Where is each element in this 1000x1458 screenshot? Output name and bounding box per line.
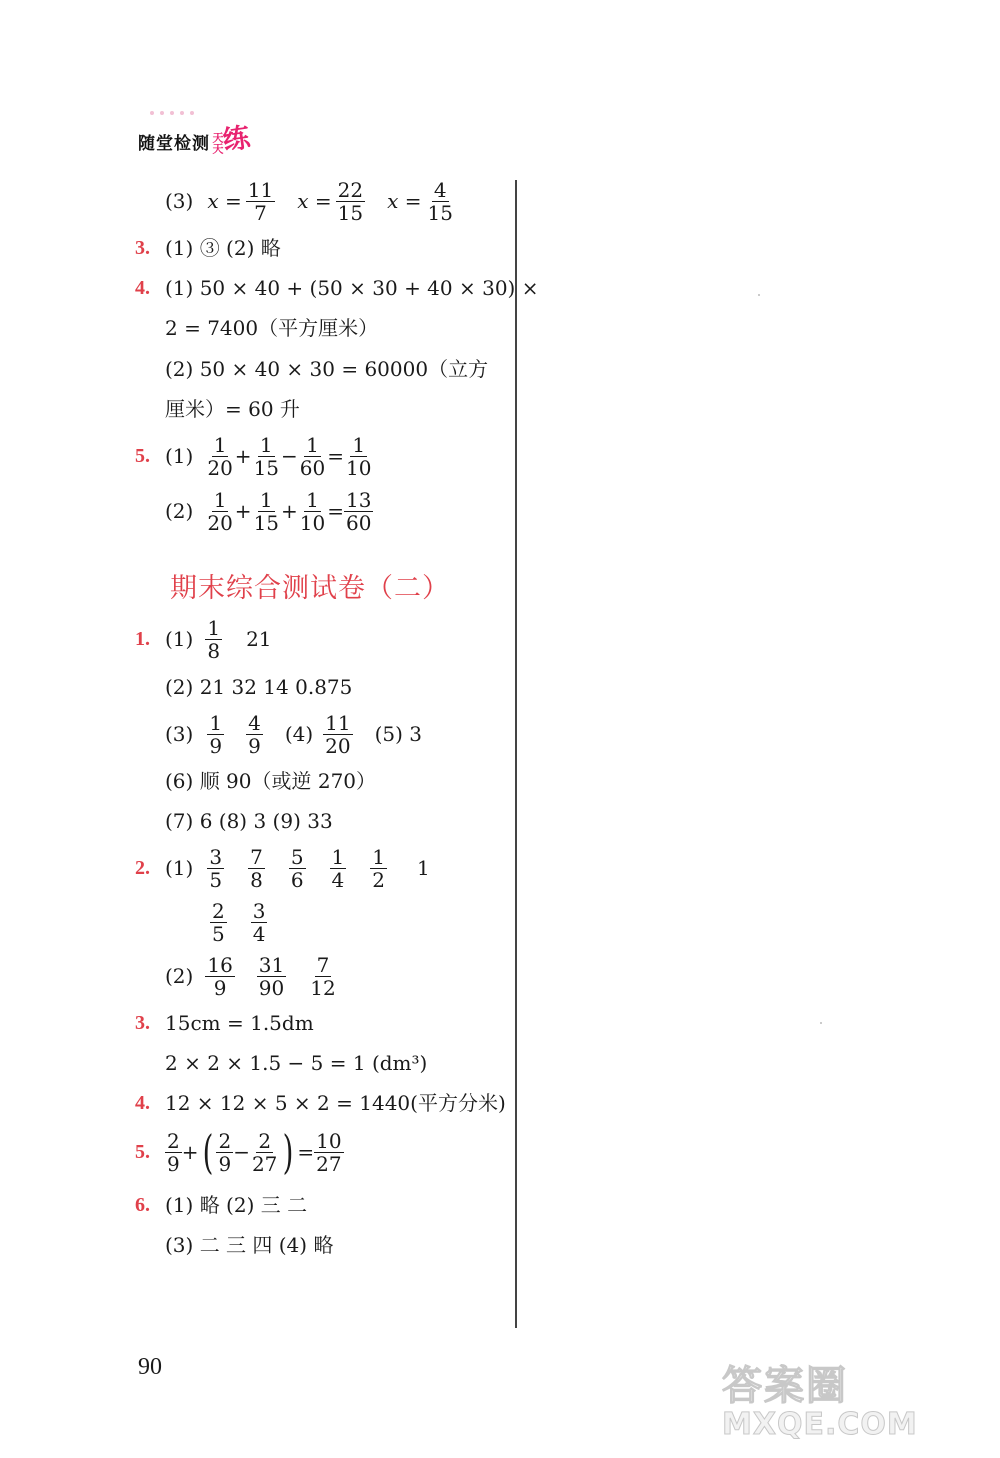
answer-line: (3) $\frac{1}{9}$ $\frac{4}{9}$ (4) $\frac{11}{20}$ (5) 3 [165, 710, 423, 758]
fraction: $\frac{1}{15}$ [253, 432, 280, 480]
fraction: $\frac{4}{15}$ [427, 177, 453, 225]
fraction: $\frac{4}{9}$ [248, 710, 261, 758]
answer-line: 3. 15cm = 1.5dm [135, 1011, 314, 1035]
answer-line: (6) 顺 90（或逆 270） [165, 769, 377, 793]
question-number: 4. [135, 1092, 150, 1114]
page-number: 90 [138, 1354, 162, 1380]
watermark-main: 答案圈 [722, 1363, 848, 1409]
fraction: $\frac{1}{60}$ [299, 432, 326, 480]
fraction: $\frac{2}{27}$ [251, 1128, 278, 1176]
fraction: $\frac{1}{20}$ [207, 487, 233, 535]
question-number: 3. [135, 1012, 150, 1034]
question-number: 2. [135, 857, 150, 879]
fraction: $\frac{1}{9}$ [209, 710, 223, 758]
fraction: $\frac{11}{7}$ [247, 177, 274, 225]
fraction: $\frac{5}{6}$ [290, 844, 304, 892]
answer-line: 2 = 7400（平方厘米） [165, 316, 379, 340]
answer-line: (2) $\frac{16}{9}$ $\frac{31}{90}$ $\frac{7}{12}$ [165, 952, 336, 1000]
question-number: 4. [135, 277, 150, 299]
fraction: $\frac{1}{10}$ [299, 487, 326, 535]
fraction: $\frac{2}{9}$ [218, 1128, 232, 1176]
fraction: $\frac{1}{2}$ [372, 844, 386, 892]
answer-line: 5. $\frac{2}{9}$ + ( $\frac{2}{9}$ − $\frac{2}{27}$ ) = $\frac{10}{27}$ [135, 1125, 342, 1179]
fraction: $\frac{11}{20}$ [325, 710, 351, 758]
header-brand [138, 118, 252, 157]
question-number: 3. [135, 237, 150, 259]
fraction: $\frac{1}{15}$ [253, 487, 280, 535]
answer-line: 6. (1) 略 (2) 三 二 [135, 1193, 308, 1217]
brand-logo [211, 122, 252, 157]
answer-line: 4. 12 × 12 × 5 × 2 = 1440(平方分米) [135, 1091, 506, 1115]
fraction: $\frac{3}{4}$ [252, 898, 266, 946]
question-number: 6. [135, 1194, 150, 1216]
brand-logo-big: 练 [220, 122, 252, 157]
fraction: $\frac{7}{8}$ [250, 844, 263, 892]
watermark [722, 1354, 994, 1452]
answer-line: 2. (1) $\frac{3}{5}$ $\frac{7}{8}$ $\frac{5}{6}$ $\frac{1}{4}$ $\frac{1}{2}$ 1 [135, 844, 430, 892]
section-title: 期末综合测试卷（二） [170, 573, 450, 604]
answer-line: 3. (1) ③ (2) 略 [135, 236, 281, 260]
speck [820, 1022, 822, 1024]
fraction: $\frac{1}{10}$ [346, 432, 372, 480]
brand-logo-small: 天天 [211, 132, 224, 154]
fraction: $\frac{7}{12}$ [310, 952, 336, 1000]
fraction: $\frac{2}{5}$ [212, 898, 225, 946]
fraction: $\frac{13}{60}$ [346, 487, 372, 535]
fraction: $\frac{2}{9}$ [167, 1128, 180, 1176]
answer-line: 1. (1) $\frac{1}{8}$ 21 [135, 615, 272, 663]
answer-line: (2) 50 × 40 × 30 = 60000（立方 [165, 357, 489, 381]
fraction: $\frac{10}{27}$ [316, 1128, 342, 1176]
fraction: $\frac{1}{20}$ [207, 432, 233, 480]
answer-line: 厘米）= 60 升 [165, 397, 300, 421]
fraction: $\frac{1}{4}$ [331, 844, 345, 892]
brand-title: 随堂检测 [138, 134, 210, 154]
fraction: $\frac{1}{8}$ [207, 615, 221, 663]
answer-line: (7) 6 (8) 3 (9) 33 [165, 809, 333, 833]
answer-line [210, 897, 267, 947]
answer-line: (3) 二 三 四 (4) 略 [165, 1233, 334, 1257]
answer-line: (2) $\frac{1}{20}$ + $\frac{1}{15}$ + $\frac{1}{10}$ = $\frac{13}{60}$ [165, 487, 372, 535]
answer-line: (2) 21 32 14 0.875 [165, 675, 353, 699]
answer-line: (3) x = $\frac{11}{7}$ x = $\frac{22}{15}$ x = $\frac{4}{15}$ [165, 177, 453, 225]
answer-line: 2 × 2 × 1.5 − 5 = 1 (dm³) [165, 1051, 428, 1075]
answer-line: 5. (1) $\frac{1}{20}$ + $\frac{1}{15}$ − $\frac{1}{60}$ = $\frac{1}{10}$ [135, 432, 372, 480]
column-divider [515, 180, 517, 1328]
speck [758, 294, 760, 296]
fraction: $\frac{22}{15}$ [337, 177, 364, 225]
question-number: 5. [135, 1141, 150, 1163]
fraction: $\frac{16}{9}$ [207, 952, 233, 1000]
fraction: $\frac{3}{5}$ [209, 844, 223, 892]
brand-decoration [150, 100, 220, 110]
question-number: 1. [135, 628, 150, 650]
answer-line: 4. (1) 50 × 40 + (50 × 30 + 40 × 30) × [135, 276, 539, 300]
fraction: $\frac{31}{90}$ [258, 952, 285, 1000]
watermark-sub: MXQE.COM [722, 1407, 918, 1442]
question-number: 5. [135, 445, 150, 467]
